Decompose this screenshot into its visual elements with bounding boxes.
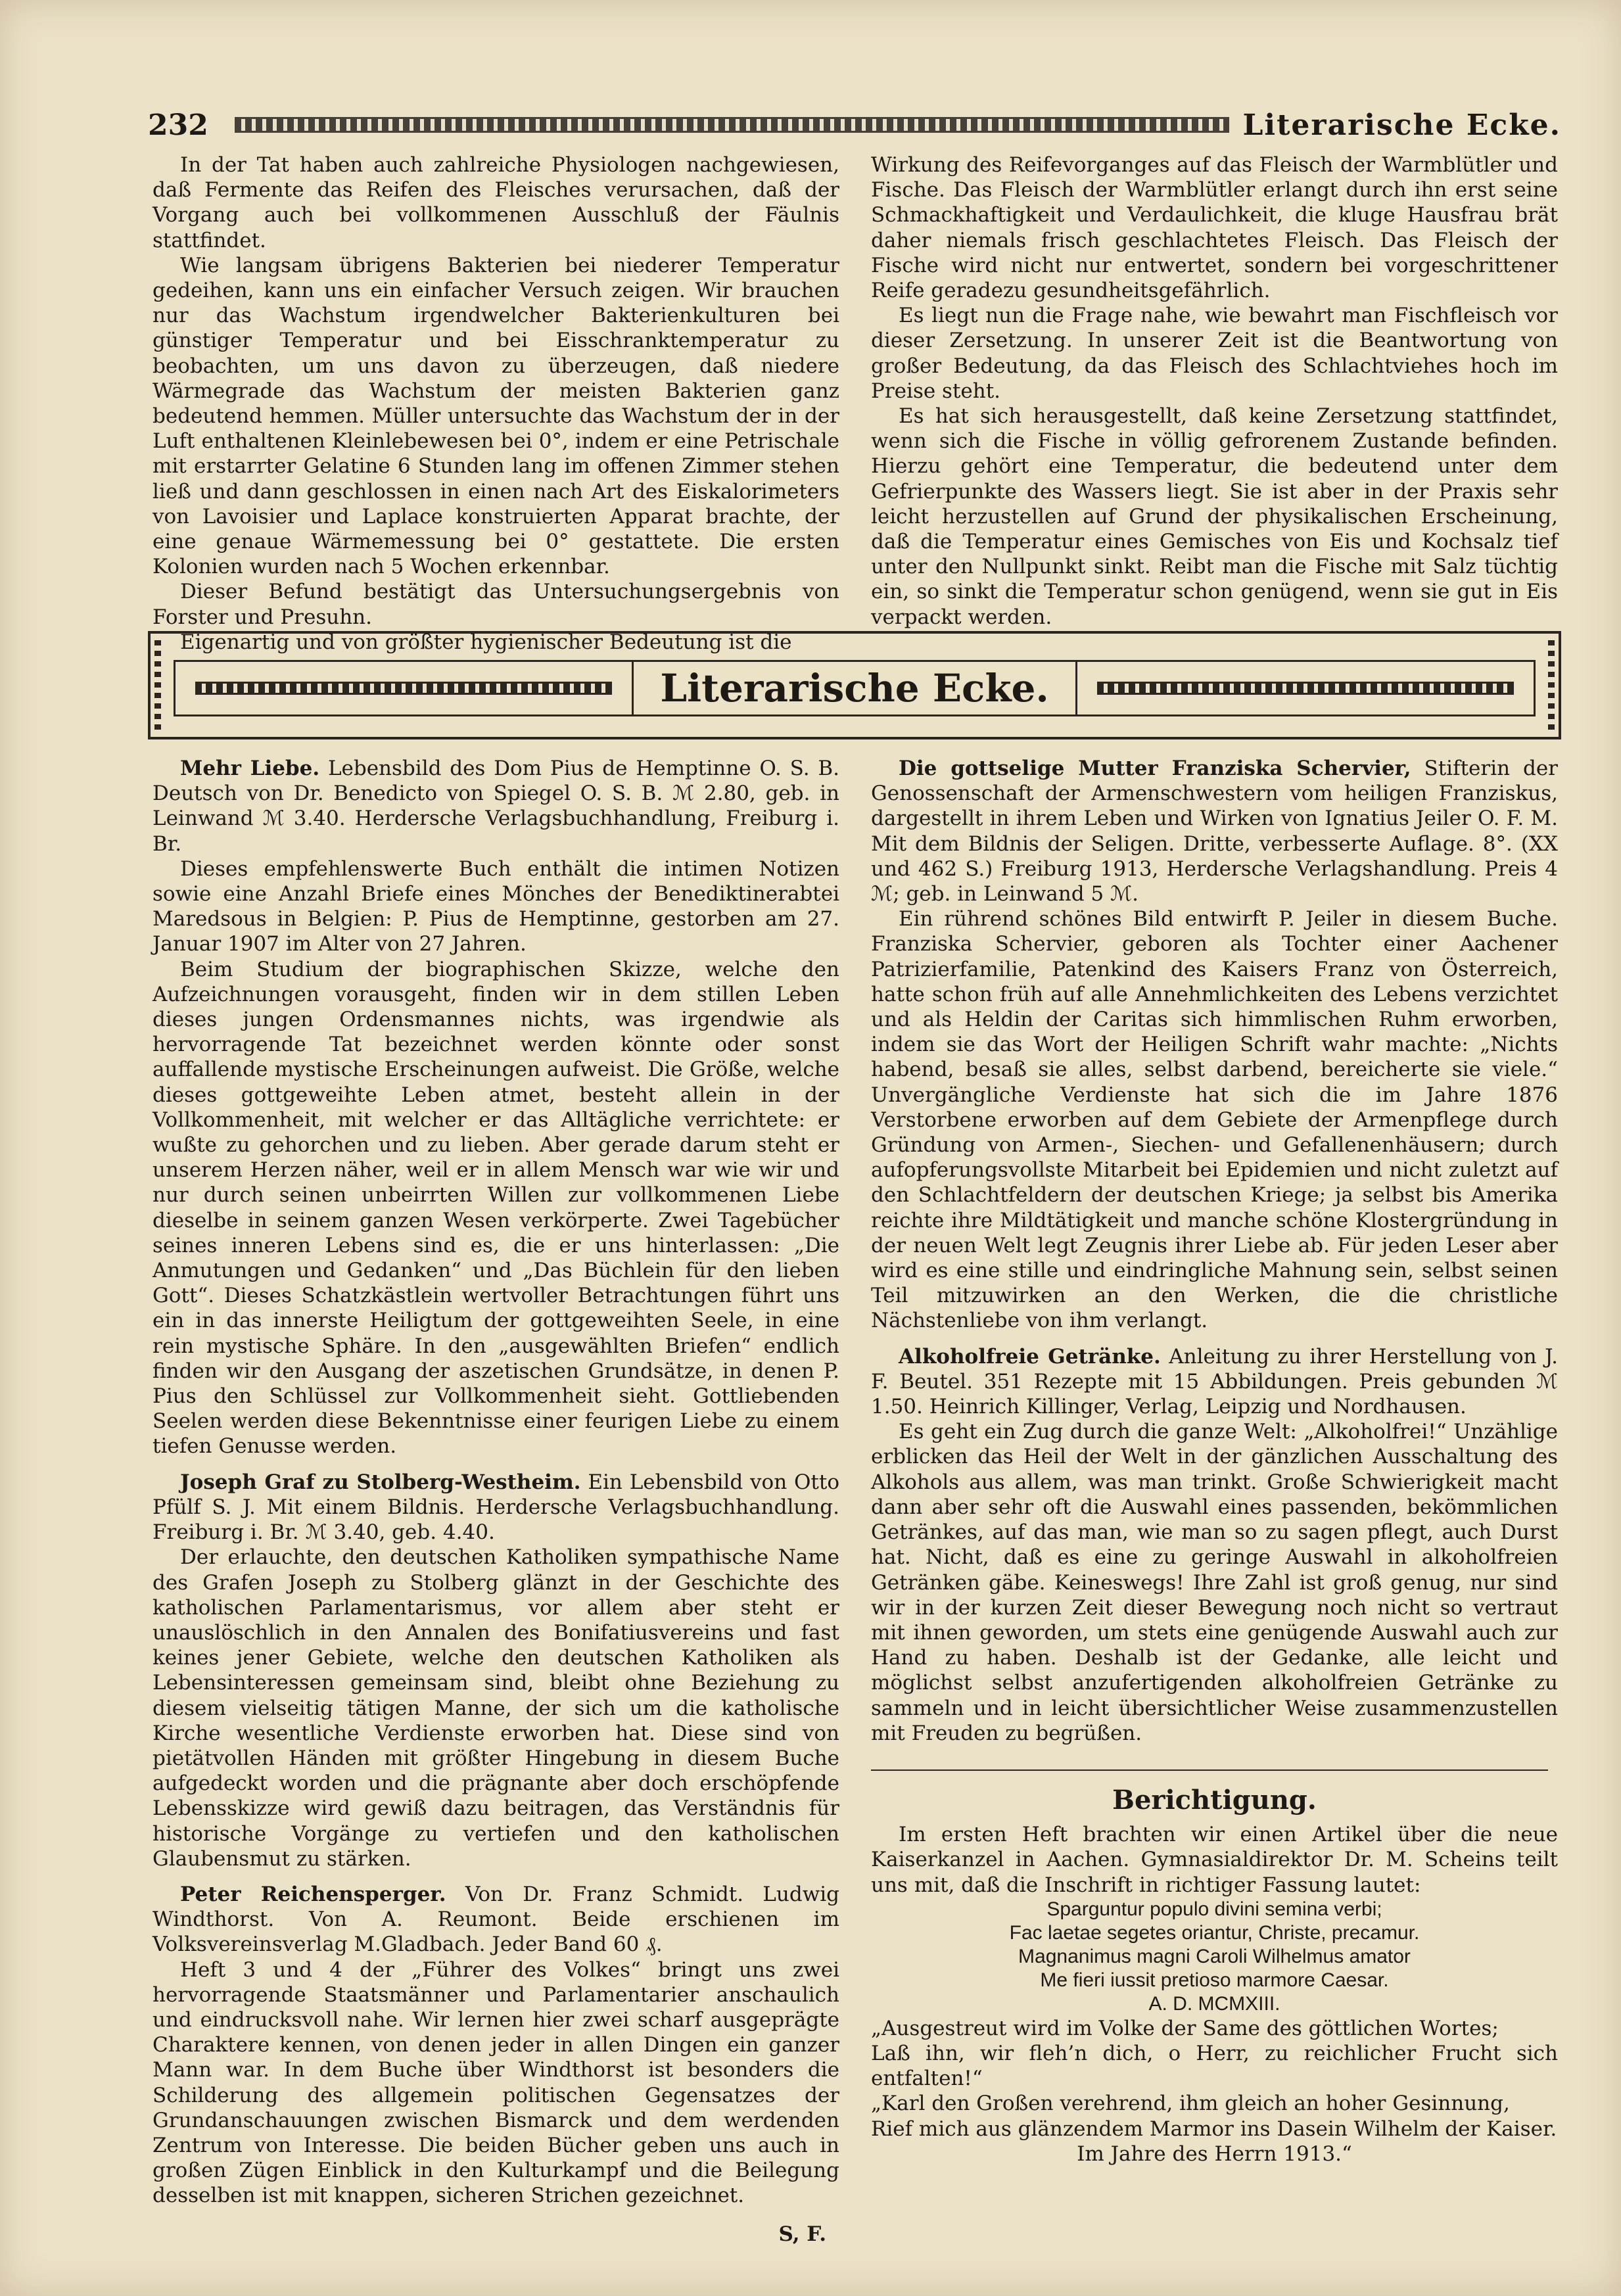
correction-title: Berichtigung.: [1112, 1784, 1317, 1816]
review: [153, 1470, 839, 1871]
running-title: Literarische Ecke.: [1242, 108, 1561, 142]
review-paragraph: Heft 3 und 4 der „Führer des Volkes“ bringt uns zwei hervorragende Staatsmänner und Parlamentarier anschaulich und eindrucksvoll nahe. Wir lernen hier zwei scharf ausgeprägte Charaktere kennen, von denen jeder in allen Dingen ein ganzer Mann war. In dem Buche über Windthorst ist besonders die Schilderung des allgemein politischen Gegensatzes der Grundanschauungen zwischen Bismarck und dem werdenden Zentrum von Interesse. Die beiden Bücher geben uns auch in großen Zügen Einblick in den Kulturkampf und die Beilegung desselben ist mit knappen, sicheren Strichen gezeichnet.: [153, 1957, 839, 2208]
review: [871, 756, 1558, 1334]
latin-inscription: [871, 1898, 1558, 2016]
paragraph: Eigenartig und von größter hygienischer Bedeutung ist die: [180, 630, 792, 654]
review-title: Joseph Graf zu Stolberg-Westheim.: [180, 1470, 581, 1494]
paragraph: Wie langsam übrigens Bakterien bei niederer Temperatur gedeihen, kann uns ein einfacher Versuch zeigen. Wir brauchen nur das Wachstum irgendwelcher Bakterienkulturen bei günstiger Temperatur und bei Eisschranktemperatur zu beobachten, um uns davon zu überzeugen, daß niedere Wärmegrade das Wachstum der meisten Bakterien ganz bedeutend hemmen. Müller untersuchte das Wachstum der in der Luft enthaltenen Kleinlebewesen bei 0°, indem er eine Petrischale mit erstarrter Gelatine 6 Stunden lang im offenen Zimmer stehen ließ und dann geschlossen in einen nach Art des Eiskalorimeters von Lavoisier und Laplace konstruierten Apparat brachte, der eine genaue Wärmemessung bei 0° gestattete. Die ersten Kolonien wurden nach 5 Wochen erkennbar.: [153, 253, 839, 579]
review-title: Alkoholfreie Getränke.: [899, 1344, 1161, 1369]
translation-line: Rief mich aus glänzendem Marmor ins Dasein Wilhelm der Kaiser.: [871, 2117, 1557, 2141]
header-ornament: [235, 117, 1230, 133]
inscription-line: A. D. MCMXIII.: [1148, 1992, 1280, 2015]
review-paragraph: Dieses empfehlenswerte Buch enthält die intimen Notizen sowie eine Anzahl Briefe eines Mönches der Benediktinerabtei Maredsous in Belgien: P. Pius de Hemptinne, gestorben am 27. Januar 1907 im Alter von 27 Jahren.: [153, 856, 839, 956]
paragraph: Wirkung des Reifevorganges auf das Fleisch der Warmblütler und Fische. Das Fleisch der Warmblütler erlangt durch ihn erst seine Schmackhaftigkeit und Verdaulichkeit, die kluge Hausfrau brät daher niemals frisch geschlachtetes Fleisch. Das Fleisch der Fische wird nicht nur entwertet, sondern bei vorgeschrittener Reife geradezu gesundheitsgefährlich.: [871, 153, 1558, 303]
review: [153, 1882, 839, 2209]
section-title: Literarische Ecke.: [632, 662, 1077, 715]
top-right-column: [871, 152, 1558, 630]
divider-rule: [871, 1769, 1548, 1771]
review-paragraph: Beim Studium der biographischen Skizze, welche den Aufzeichnungen vorausgeht, finden wir in dem stillen Leben dieses jungen Ordensmannes nichts, was irgendwie als hervorragende Tat bezeichnet werden könnte oder sonst auffallende mystische Erscheinungen aufweist. Die Größe, welche dieses gottgeweihte Leben atmet, besteht allein in der Vollkommenheit, mit welcher er das Alltägliche verrichtete: er wußte zu gehorchen und zu lieben. Aber gerade darum steht er unserem Herzen näher, weil er in allem Mensch war wie wir und nur durch seinen unbeirrten Willen zur vollkommenen Liebe dieselbe in seinem ganzen Wesen verkörperte. Zwei Tagebücher seines inneren Lebens sind es, die er uns hinterlassen: „Die Anmutungen und Gedanken“ und „Das Büchlein für den lieben Gott“. Dieses Schatzkästlein wertvoller Betrachtungen führt uns ein in das innerste Heiligtum der gottgeweihten Seele, in eine rein mystische Sphäre. In den „ausgewählten Briefen“ endlich finden wir den Ausgang der aszetischen Grundsätze, in denen P. Pius den Schlüssel zur Vollkommenheit sieht. Gottliebenden Seelen werden diese Bekenntnisse einer feurigen Liebe zu einem tiefen Genusse werden.: [153, 957, 839, 1459]
page-number: 232: [148, 108, 208, 142]
reviews-right-column: [871, 756, 1558, 2167]
banner-ornament-right: [1548, 640, 1555, 730]
reviews-left-column: [153, 756, 839, 2247]
translation-line: Laß ihn, wir fleh’n dich, o Herr, zu reichlicher Frucht sich entfalten!“: [871, 2041, 1558, 2091]
review-citation: Stifterin der Genossenschaft der Armenschwestern vom heiligen Franziskus, dargestellt in ihrem Leben und Wirken von Ignatius Jeiler O. F. M. Mit dem Bildnis der Seligen. Dritte, verbesserte Auflage. 8°. (XX und 462 S.) Freiburg 1913, Herdersche Verlagshandlung. Preis 4 ℳ; geb. in Leinwand 5 ℳ.: [871, 757, 1558, 906]
paragraph: In der Tat haben auch zahlreiche Physiologen nachgewiesen, daß Fermente das Reifen des Fleisches verursachen, daß der Vorgang auch bei vollkommenen Ausschluß der Fäulnis stattfindet.: [153, 153, 839, 252]
translation-line: Im Jahre des Herrn 1913.“: [1077, 2142, 1352, 2166]
inscription-line: Sparguntur populo divini semina verbi;: [1046, 1898, 1382, 1920]
banner-band-right: [1097, 682, 1514, 695]
review-citation: Lebensbild des Dom Pius de Hemptinne O. S. B. Deutsch von Dr. Benedicto von Spiegel O. S. B. ℳ 2.80, geb. in Leinwand ℳ 3.40. Herdersche Verlagsbuchhandlung, Freiburg i. Br.: [153, 757, 839, 856]
review-citation: Von Dr. Franz Schmidt. Ludwig Windthorst. Von A. Reumont. Beide erschienen im Volksvereinsverlag M.Gladbach. Jeder Band 60 ₰.: [153, 1882, 839, 1957]
review-title: Mehr Liebe.: [180, 757, 320, 780]
review: [153, 756, 839, 1459]
review-paragraph: Ein rührend schönes Bild entwirft P. Jeiler in diesem Buche. Franziska Schervier, geboren als Tochter einer Aachener Patrizierfamilie, Patenkind des Kaisers Franz von Österreich, hatte schon früh auf alle Annehmlichkeiten des Lebens verzichtet und als Heldin der Caritas sich himmlischen Ruhm erworben, indem sie das Wort der Heiligen Schrift wahr machte: „Nichts habend, besaß sie alles, selbst darbend, bereicherte sie viele.“ Unvergängliche Verdienste hat sich die im Jahre 1876 Verstorbene erworben auf dem Gebiete der Armenpflege durch Gründung von Armen-, Siechen- und Gefallenenhäusern; durch aufopferungsvollste Mitarbeit bei Epidemien und nicht zuletzt auf den Schlachtfeldern der deutschen Kriege; ja selbst bis Amerika reichte ihre Mildtätigkeit und manche schöne Klostergründung in der neuen Welt legt Zeugnis ihrer Liebe ab. Für jeden Leser aber wird es eine stille und eindringliche Mahnung sein, selbst seinen Teil mitzuwirken an den Werken, die die christliche Nächstenliebe von ihm verlangt.: [871, 907, 1558, 1333]
inscription-line: Me fieri iussit pretioso marmore Caesar.: [1040, 1969, 1389, 1991]
review-paragraph: Der erlauchte, den deutschen Katholiken sympathische Name des Grafen Joseph zu Stolberg glänzt in der Geschichte des katholischen Parlamentarismus, vor allem aber steht er unauslöschlich in den Annalen des Bonifatiusvereins und fast keines jener Gebiete, welche den deutschen Katholiken als Lebensinteressen gemeinsam sind, bleibt ohne Beziehung zu diesem vielseitig tätigen Manne, der sich um die katholische Kirche wesentliche Verdienste erworben hat. Diese sind von pietätvollen Händen mit größter Hingebung in diesem Buche aufgedeckt worden und die prägnante aber doch erschöpfende Lebensskizze wird gewiß dazu beitragen, das Verständnis für historische Vorgänge zu vertiefen und den katholischen Glaubensmut zu stärken.: [153, 1545, 839, 1871]
top-left-column: [153, 152, 839, 655]
translation-line: „Karl den Großen verehrend, ihm gleich an hoher Gesinnung,: [871, 2092, 1510, 2116]
review-title: Die gottselige Mutter Franziska Schervier,: [899, 757, 1411, 780]
inscription-line: Fac laetae segetes oriantur, Christe, precamur.: [1009, 1921, 1420, 1944]
review-paragraph: Es geht ein Zug durch die ganze Welt: „Alkoholfrei!“ Unzählige erblicken das Heil der Welt in der gänzlichen Ausschaltung des Alkohols aus allem, was man trinkt. Große Schwierigkeit macht dann aber sehr oft die Auswahl eines passenden, bekömmlichen Getränkes, auf das man, wie man so zu sagen pflegt, auch Durst hat. Nicht, daß es eine zu geringe Auswahl in alkoholfreien Getränken gäbe. Keineswegs! Ihre Zahl ist groß genug, nur sind wir in der kurzen Zeit dieser Bewegung noch nicht so vertraut mit ihnen geworden, um stets eine genügende Auswahl auch zur Hand zu haben. Deshalb ist der Gedanke, alle leicht und möglichst selbst anzufertigenden alkoholfreien Getränke zu sammeln und in leicht übersichtlicher Weise zusammenzustellen mit Freuden zu begrüßen.: [871, 1420, 1558, 1745]
banner-ornament-left: [154, 640, 161, 730]
review: [871, 1344, 1558, 1746]
author-signature: S, F.: [778, 2222, 826, 2246]
correction-intro: Im ersten Heft brachten wir einen Artikel über die neue Kaiserkanzel in Aachen. Gymnasialdirektor Dr. M. Scheins teilt uns mit, daß die Inschrift in richtiger Fassung lautet:: [871, 1823, 1558, 1897]
translation-line: „Ausgestreut wird im Volke der Same des göttlichen Wortes;: [871, 2016, 1499, 2040]
running-header: [148, 105, 1561, 145]
banner-band-left: [195, 682, 612, 695]
paragraph: Es hat sich herausgestellt, daß keine Zersetzung stattfindet, wenn sich die Fische in völlig gefrorenem Zustande befinden. Hierzu gehört eine Temperatur, die bedeutend unter dem Gefrierpunkte des Wassers liegt. Sie ist aber in der Praxis sehr leicht herzustellen auf Grund der physikalischen Erscheinung, daß die Temperatur eines Gemisches von Eis und Kochsalz tief unter den Nullpunkt sinkt. Reibt man die Fische mit Salz tüchtig ein, so sinkt die Temperatur schon genügend, wenn sie gut in Eis verpackt werden.: [871, 404, 1558, 629]
paragraph: Dieser Befund bestätigt das Untersuchungsergebnis von Forster und Presuhn.: [153, 580, 839, 629]
section-banner: [148, 631, 1561, 739]
inscription-line: Magnanimus magni Caroli Wilhelmus amator: [1018, 1945, 1411, 1967]
german-translation: [871, 2016, 1558, 2167]
review-citation: Ein Lebensbild von Otto Pfülf S. J. Mit einem Bildnis. Herdersche Verlagsbuchhandlung. Freiburg i. Br. ℳ 3.40, geb. 4.40.: [153, 1470, 839, 1545]
review-citation: Anleitung zu ihrer Herstellung von J. F. Beutel. 351 Rezepte mit 15 Abbildungen. Preis gebunden ℳ 1.50. Heinrich Killinger, Verlag, Leipzig und Nordhausen.: [871, 1344, 1558, 1419]
paragraph: Es liegt nun die Frage nahe, wie bewahrt man Fischfleisch vor dieser Zersetzung. In unserer Zeit ist die Beantwortung von großer Bedeutung, da das Fleisch des Schlachtviehes hoch im Preise steht.: [871, 304, 1558, 403]
review-title: Peter Reichensperger.: [180, 1882, 446, 1906]
